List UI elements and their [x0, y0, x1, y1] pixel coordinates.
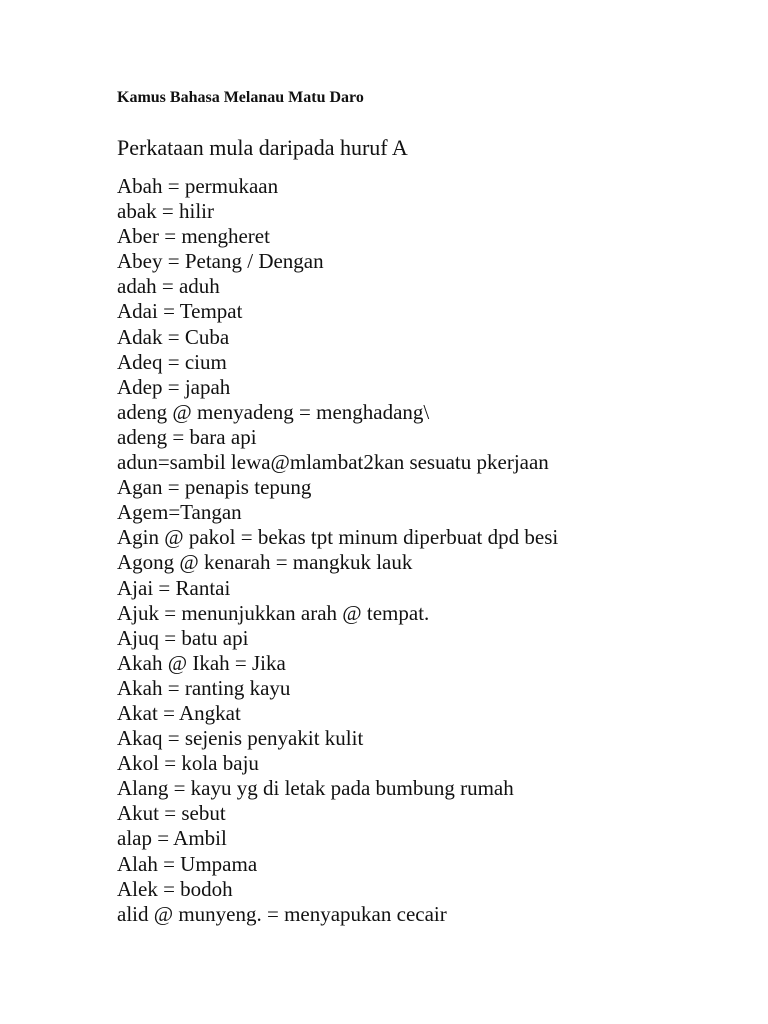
- dictionary-entry: adun=sambil lewa@mlambat2kan sesuatu pkerjaan: [117, 450, 549, 475]
- dictionary-entry: Ajuq = batu api: [117, 625, 249, 650]
- dictionary-entry: adeng = bara api: [117, 424, 257, 449]
- section-heading: Perkataan mula daripada huruf A: [117, 135, 408, 160]
- document-title: Kamus Bahasa Melanau Matu Daro: [117, 89, 364, 106]
- dictionary-entry: Akah @ Ikah = Jika: [117, 650, 286, 675]
- dictionary-entry: Agong @ kenarah = mangkuk lauk: [117, 550, 413, 575]
- dictionary-entry: Adeq = cium: [117, 349, 227, 374]
- dictionary-entry: Abey = Petang / Dengan: [117, 249, 324, 274]
- dictionary-entry: adah = aduh: [117, 274, 220, 299]
- dictionary-entry: Akat = Angkat: [117, 700, 241, 725]
- dictionary-entry: Akaq = sejenis penyakit kulit: [117, 726, 364, 751]
- dictionary-entry: Abah = permukaan: [117, 174, 279, 198]
- dictionary-entry: Ajai = Rantai: [117, 575, 231, 600]
- dictionary-entry: abak = hilir: [117, 199, 214, 224]
- dictionary-entry: Adai = Tempat: [117, 299, 243, 324]
- dictionary-entry: Agin @ pakol = bekas tpt minum diperbuat dpd besi: [117, 525, 559, 550]
- dictionary-entry: Aber = mengheret: [117, 224, 270, 249]
- dictionary-entry: Agem=Tangan: [117, 500, 242, 525]
- dictionary-entry: Ajuk = menunjukkan arah @ tempat.: [117, 600, 430, 625]
- dictionary-entry: Alah = Umpama: [117, 851, 258, 876]
- dictionary-entry: Alek = bodoh: [117, 876, 233, 901]
- dictionary-entry: Alang = kayu yg di letak pada bumbung rumah: [117, 776, 514, 801]
- dictionary-entry: Akol = kola baju: [117, 751, 259, 776]
- dictionary-entry: adeng @ menyadeng = menghadang\: [117, 399, 430, 424]
- dictionary-entry: Akut = sebut: [117, 801, 226, 826]
- dictionary-entry-list: [117, 174, 558, 927]
- dictionary-entry: Agan = penapis tepung: [117, 475, 312, 500]
- dictionary-entry: Adep = japah: [117, 374, 231, 399]
- dictionary-entry: alap = Ambil: [117, 826, 227, 851]
- dictionary-entry: Akah = ranting kayu: [117, 675, 291, 700]
- dictionary-entry: Adak = Cuba: [117, 324, 230, 349]
- dictionary-entry: alid @ munyeng. = menyapukan cecair: [117, 901, 447, 926]
